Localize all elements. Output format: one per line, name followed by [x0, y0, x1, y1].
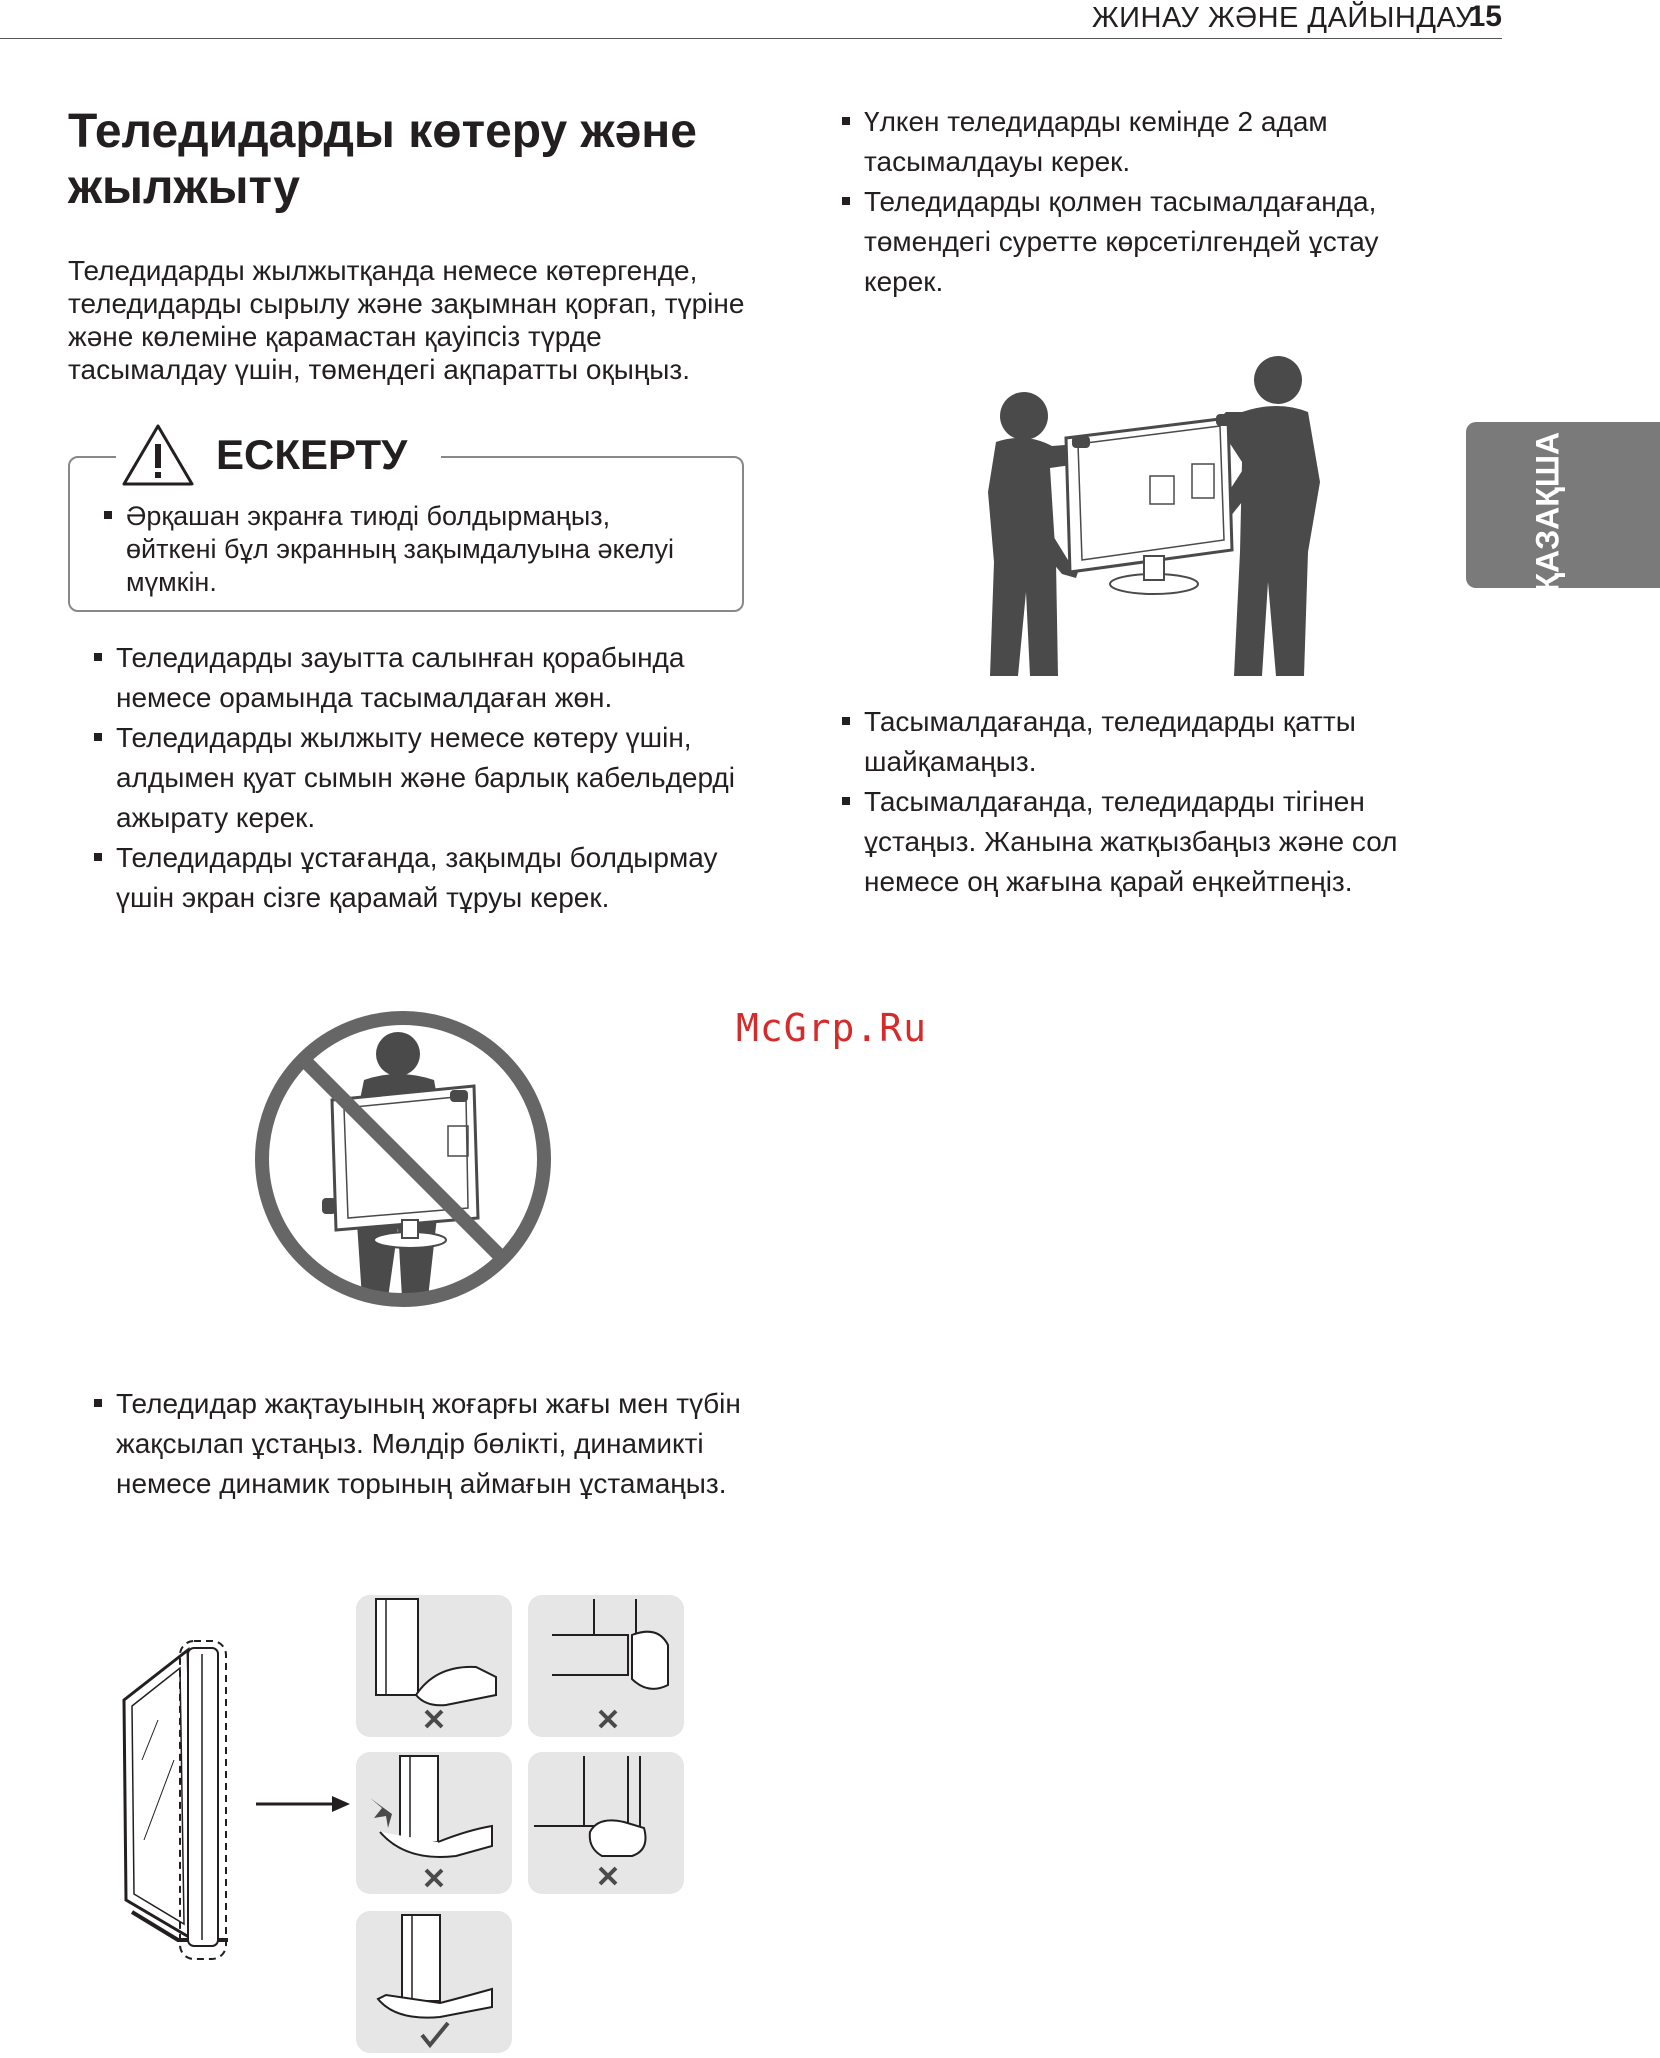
hold-card-correct	[356, 1911, 512, 2053]
hold-card-wrong-2	[528, 1595, 684, 1737]
hold-correct-illustration	[356, 1911, 512, 2053]
two-person-carry-illustration	[986, 352, 1326, 682]
hold-gripping-edge-illustration	[528, 1752, 684, 1894]
caution-header	[116, 422, 441, 488]
hold-bottom-screen-illustration	[356, 1595, 512, 1737]
list-item: Үлкен теледидарды кемінде 2 адам тасымалдауы керек.	[842, 102, 1462, 182]
page-number: 15	[1468, 0, 1502, 33]
left-bullet-list-2	[94, 1384, 754, 1504]
prohibited-single-carry-illustration	[252, 1008, 554, 1310]
right-bullet-list-2	[842, 702, 1482, 902]
cross-icon	[426, 1711, 442, 1727]
page-title: Теледидарды көтеру және жылжыту	[68, 105, 697, 214]
list-item: Теледидар жақтауының жоғарғы жағы мен түбін жақсылап ұстаңыз. Мөлдір бөлікті, динамикті немесе динамик торының аймағын ұстамаңыз.	[94, 1384, 754, 1504]
cross-icon	[426, 1870, 442, 1886]
header-section-title: ЖИНАУ ЖӘНЕ ДАЙЫНДАУ	[1091, 2, 1474, 34]
tv-side-view-illustration	[118, 1640, 254, 1970]
check-icon	[422, 2023, 448, 2045]
intro-paragraph: Теледидарды жылжытқанда немесе көтергенде, теледидарды сырылу және зақымнан қорғап, түріне және көлеміне қарамастан қауіпсіз түрде тасымалдау үшін, төмендегі ақпаратты оқыңыз.	[68, 255, 745, 385]
caution-text	[104, 500, 704, 599]
left-bullet-list-1	[94, 638, 754, 918]
list-item: Тасымалдағанда, теледидарды тігінен ұстаңыз. Жанына жатқызбаңыз және сол немесе оң жағына қарай еңкейтпеңіз.	[842, 782, 1482, 902]
list-item: Теледидарды жылжыту немесе көтеру үшін, алдымен қуат сымын және барлық кабельдерді ажырату керек.	[94, 718, 754, 838]
list-item: Теледидарды зауытта салынған қорабында немесе орамында тасымалдаған жөн.	[94, 638, 754, 718]
hold-card-wrong-4	[528, 1752, 684, 1894]
right-bullet-list-1	[842, 102, 1462, 302]
cross-icon	[600, 1868, 616, 1884]
hold-side-bottom-illustration	[528, 1595, 684, 1737]
list-item: Теледидарды ұстағанда, зақымды болдырмау үшін экран сізге қарамай тұруы керек.	[94, 838, 754, 918]
list-item: Теледидарды қолмен тасымалдағанда, төмендегі суретте көрсетілгендей ұстау керек.	[842, 182, 1462, 302]
caution-item: Әрқашан экранға тиюді болдырмаңыз, өйткені бұл экранның зақымдалуына әкелуі мүмкін.	[104, 500, 704, 599]
hold-card-wrong-1	[356, 1595, 512, 1737]
arrow-right-icon	[256, 1792, 352, 1816]
language-tab-label: ҚАЗАҚША	[1529, 431, 1566, 593]
cross-icon	[600, 1711, 616, 1727]
hold-pressing-speaker-illustration	[356, 1752, 512, 1894]
header-rule	[0, 38, 1502, 39]
list-item: Тасымалдағанда, теледидарды қатты шайқамаңыз.	[842, 702, 1482, 782]
caution-heading: ЕСКЕРТУ	[216, 431, 408, 478]
warning-icon	[120, 422, 196, 488]
hold-card-wrong-3	[356, 1752, 512, 1894]
watermark-text: McGrp.Ru	[736, 1006, 928, 1050]
